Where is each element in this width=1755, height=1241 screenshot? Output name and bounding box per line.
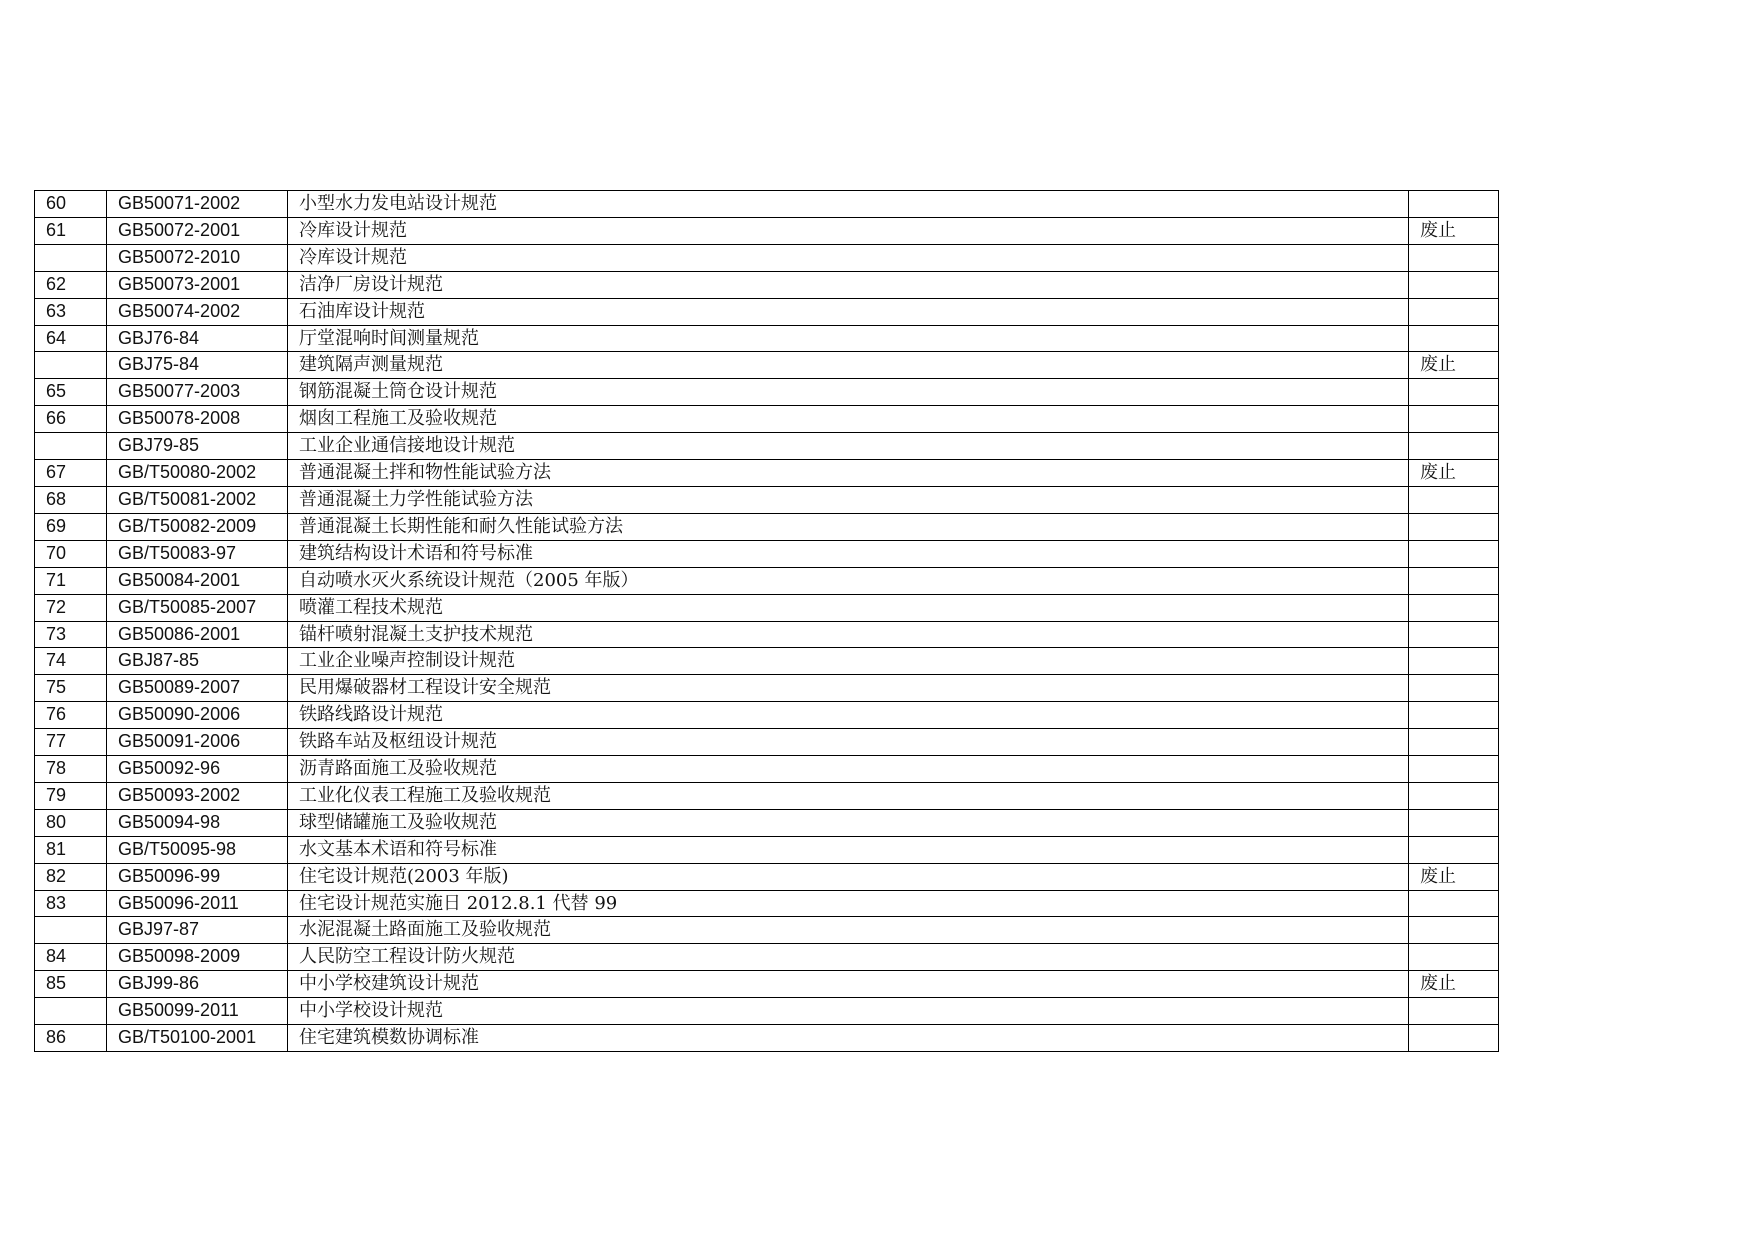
- standard-code: GB/T50095-98: [107, 836, 288, 863]
- row-number: 70: [35, 540, 107, 567]
- standard-name: 中小学校设计规范: [288, 998, 1409, 1025]
- table-row: [35, 298, 1499, 325]
- table-row: [35, 594, 1499, 621]
- status-label: [1409, 729, 1499, 756]
- standard-name: 小型水力发电站设计规范: [288, 191, 1409, 218]
- status-label: [1409, 675, 1499, 702]
- status-label: [1409, 540, 1499, 567]
- status-label: 废止: [1409, 863, 1499, 890]
- standard-name: 工业企业通信接地设计规范: [288, 433, 1409, 460]
- status-label: 废止: [1409, 460, 1499, 487]
- standard-code: GB/T50082-2009: [107, 513, 288, 540]
- standard-code: GB50078-2008: [107, 406, 288, 433]
- table-row: [35, 648, 1499, 675]
- status-label: [1409, 433, 1499, 460]
- table-row: [35, 863, 1499, 890]
- standard-name: 工业化仪表工程施工及验收规范: [288, 782, 1409, 809]
- standard-code: GBJ76-84: [107, 325, 288, 352]
- row-number: 75: [35, 675, 107, 702]
- standard-name: 喷灌工程技术规范: [288, 594, 1409, 621]
- standard-code: GB50077-2003: [107, 379, 288, 406]
- standard-name: 沥青路面施工及验收规范: [288, 756, 1409, 783]
- standard-name: 铁路线路设计规范: [288, 702, 1409, 729]
- row-number: 66: [35, 406, 107, 433]
- table-row: [35, 998, 1499, 1025]
- row-number: 67: [35, 460, 107, 487]
- standard-code: GB50094-98: [107, 809, 288, 836]
- status-label: [1409, 890, 1499, 917]
- table-row: [35, 191, 1499, 218]
- standards-table-body: [35, 191, 1499, 1052]
- status-label: [1409, 271, 1499, 298]
- status-label: [1409, 809, 1499, 836]
- status-label: 废止: [1409, 971, 1499, 998]
- row-number: 86: [35, 1025, 107, 1052]
- status-label: [1409, 836, 1499, 863]
- status-label: [1409, 648, 1499, 675]
- standard-name: 球型储罐施工及验收规范: [288, 809, 1409, 836]
- standard-name: 石油库设计规范: [288, 298, 1409, 325]
- row-number: 72: [35, 594, 107, 621]
- row-number: 78: [35, 756, 107, 783]
- status-label: [1409, 782, 1499, 809]
- table-row: [35, 917, 1499, 944]
- status-label: [1409, 594, 1499, 621]
- standard-code: GB50089-2007: [107, 675, 288, 702]
- standard-name: 钢筋混凝土筒仓设计规范: [288, 379, 1409, 406]
- standard-name: 住宅设计规范实施日 2012.8.1 代替 99: [288, 890, 1409, 917]
- row-number: 71: [35, 567, 107, 594]
- table-row: [35, 433, 1499, 460]
- standard-code: GBJ79-85: [107, 433, 288, 460]
- status-label: [1409, 621, 1499, 648]
- standard-code: GB/T50083-97: [107, 540, 288, 567]
- standard-code: GB50092-96: [107, 756, 288, 783]
- status-label: [1409, 998, 1499, 1025]
- status-label: [1409, 756, 1499, 783]
- status-label: [1409, 1025, 1499, 1052]
- table-row: [35, 782, 1499, 809]
- standard-name: 住宅建筑模数协调标准: [288, 1025, 1409, 1052]
- row-number: 69: [35, 513, 107, 540]
- standard-code: GBJ75-84: [107, 352, 288, 379]
- row-number: 60: [35, 191, 107, 218]
- standard-name: 锚杆喷射混凝土支护技术规范: [288, 621, 1409, 648]
- standard-name: 建筑隔声测量规范: [288, 352, 1409, 379]
- table-row: [35, 836, 1499, 863]
- status-label: [1409, 567, 1499, 594]
- table-row: [35, 567, 1499, 594]
- row-number: 81: [35, 836, 107, 863]
- standard-name: 民用爆破器材工程设计安全规范: [288, 675, 1409, 702]
- standard-code: GB50096-2011: [107, 890, 288, 917]
- row-number: 74: [35, 648, 107, 675]
- row-number: 61: [35, 217, 107, 244]
- status-label: [1409, 406, 1499, 433]
- standard-code: GBJ87-85: [107, 648, 288, 675]
- table-row: [35, 890, 1499, 917]
- status-label: [1409, 379, 1499, 406]
- standard-name: 普通混凝土拌和物性能试验方法: [288, 460, 1409, 487]
- row-number: 63: [35, 298, 107, 325]
- row-number: 82: [35, 863, 107, 890]
- standard-code: GB50093-2002: [107, 782, 288, 809]
- table-row: [35, 675, 1499, 702]
- row-number: [35, 352, 107, 379]
- status-label: 废止: [1409, 352, 1499, 379]
- standard-code: GB50086-2001: [107, 621, 288, 648]
- table-row: [35, 486, 1499, 513]
- table-row: [35, 540, 1499, 567]
- standard-code: GB/T50081-2002: [107, 486, 288, 513]
- standard-code: GB50096-99: [107, 863, 288, 890]
- status-label: [1409, 191, 1499, 218]
- table-row: [35, 621, 1499, 648]
- standard-code: GBJ99-86: [107, 971, 288, 998]
- row-number: [35, 433, 107, 460]
- status-label: [1409, 486, 1499, 513]
- table-row: [35, 729, 1499, 756]
- standards-table: [34, 190, 1499, 1052]
- standard-name: 人民防空工程设计防火规范: [288, 944, 1409, 971]
- row-number: 73: [35, 621, 107, 648]
- standard-code: GB50073-2001: [107, 271, 288, 298]
- table-row: [35, 406, 1499, 433]
- standard-code: GB50071-2002: [107, 191, 288, 218]
- standard-code: GB/T50085-2007: [107, 594, 288, 621]
- table-row: [35, 1025, 1499, 1052]
- standard-name: 烟囱工程施工及验收规范: [288, 406, 1409, 433]
- table-row: [35, 352, 1499, 379]
- row-number: [35, 917, 107, 944]
- table-row: [35, 944, 1499, 971]
- table-row: [35, 325, 1499, 352]
- row-number: 79: [35, 782, 107, 809]
- standard-code: GB50072-2001: [107, 217, 288, 244]
- table-row: [35, 271, 1499, 298]
- row-number: 83: [35, 890, 107, 917]
- row-number: 65: [35, 379, 107, 406]
- table-row: [35, 702, 1499, 729]
- standard-name: 水泥混凝土路面施工及验收规范: [288, 917, 1409, 944]
- standard-code: GB50099-2011: [107, 998, 288, 1025]
- status-label: [1409, 702, 1499, 729]
- standard-name: 中小学校建筑设计规范: [288, 971, 1409, 998]
- row-number: 76: [35, 702, 107, 729]
- standard-code: GB50074-2002: [107, 298, 288, 325]
- status-label: [1409, 298, 1499, 325]
- standard-code: GB50091-2006: [107, 729, 288, 756]
- standard-code: GB50072-2010: [107, 244, 288, 271]
- standard-name: 住宅设计规范(2003 年版): [288, 863, 1409, 890]
- table-row: [35, 971, 1499, 998]
- standard-name: 厅堂混响时间测量规范: [288, 325, 1409, 352]
- table-row: [35, 809, 1499, 836]
- table-row: [35, 217, 1499, 244]
- table-row: [35, 460, 1499, 487]
- status-label: [1409, 325, 1499, 352]
- standard-code: GB50090-2006: [107, 702, 288, 729]
- standard-name: 铁路车站及枢纽设计规范: [288, 729, 1409, 756]
- status-label: [1409, 917, 1499, 944]
- standard-name: 普通混凝土长期性能和耐久性能试验方法: [288, 513, 1409, 540]
- row-number: 80: [35, 809, 107, 836]
- row-number: 84: [35, 944, 107, 971]
- row-number: 64: [35, 325, 107, 352]
- row-number: 62: [35, 271, 107, 298]
- standard-name: 洁净厂房设计规范: [288, 271, 1409, 298]
- row-number: [35, 244, 107, 271]
- standard-code: GB50084-2001: [107, 567, 288, 594]
- row-number: [35, 998, 107, 1025]
- standard-code: GBJ97-87: [107, 917, 288, 944]
- status-label: 废止: [1409, 217, 1499, 244]
- row-number: 77: [35, 729, 107, 756]
- table-row: [35, 756, 1499, 783]
- standard-name: 工业企业噪声控制设计规范: [288, 648, 1409, 675]
- table-row: [35, 379, 1499, 406]
- status-label: [1409, 944, 1499, 971]
- standard-name: 冷库设计规范: [288, 244, 1409, 271]
- standard-name: 建筑结构设计术语和符号标准: [288, 540, 1409, 567]
- standard-name: 普通混凝土力学性能试验方法: [288, 486, 1409, 513]
- standard-code: GB/T50080-2002: [107, 460, 288, 487]
- row-number: 85: [35, 971, 107, 998]
- standard-name: 水文基本术语和符号标准: [288, 836, 1409, 863]
- table-row: [35, 244, 1499, 271]
- table-row: [35, 513, 1499, 540]
- status-label: [1409, 244, 1499, 271]
- standard-name: 自动喷水灭火系统设计规范（2005 年版）: [288, 567, 1409, 594]
- standard-name: 冷库设计规范: [288, 217, 1409, 244]
- status-label: [1409, 513, 1499, 540]
- standard-code: GB/T50100-2001: [107, 1025, 288, 1052]
- row-number: 68: [35, 486, 107, 513]
- standard-code: GB50098-2009: [107, 944, 288, 971]
